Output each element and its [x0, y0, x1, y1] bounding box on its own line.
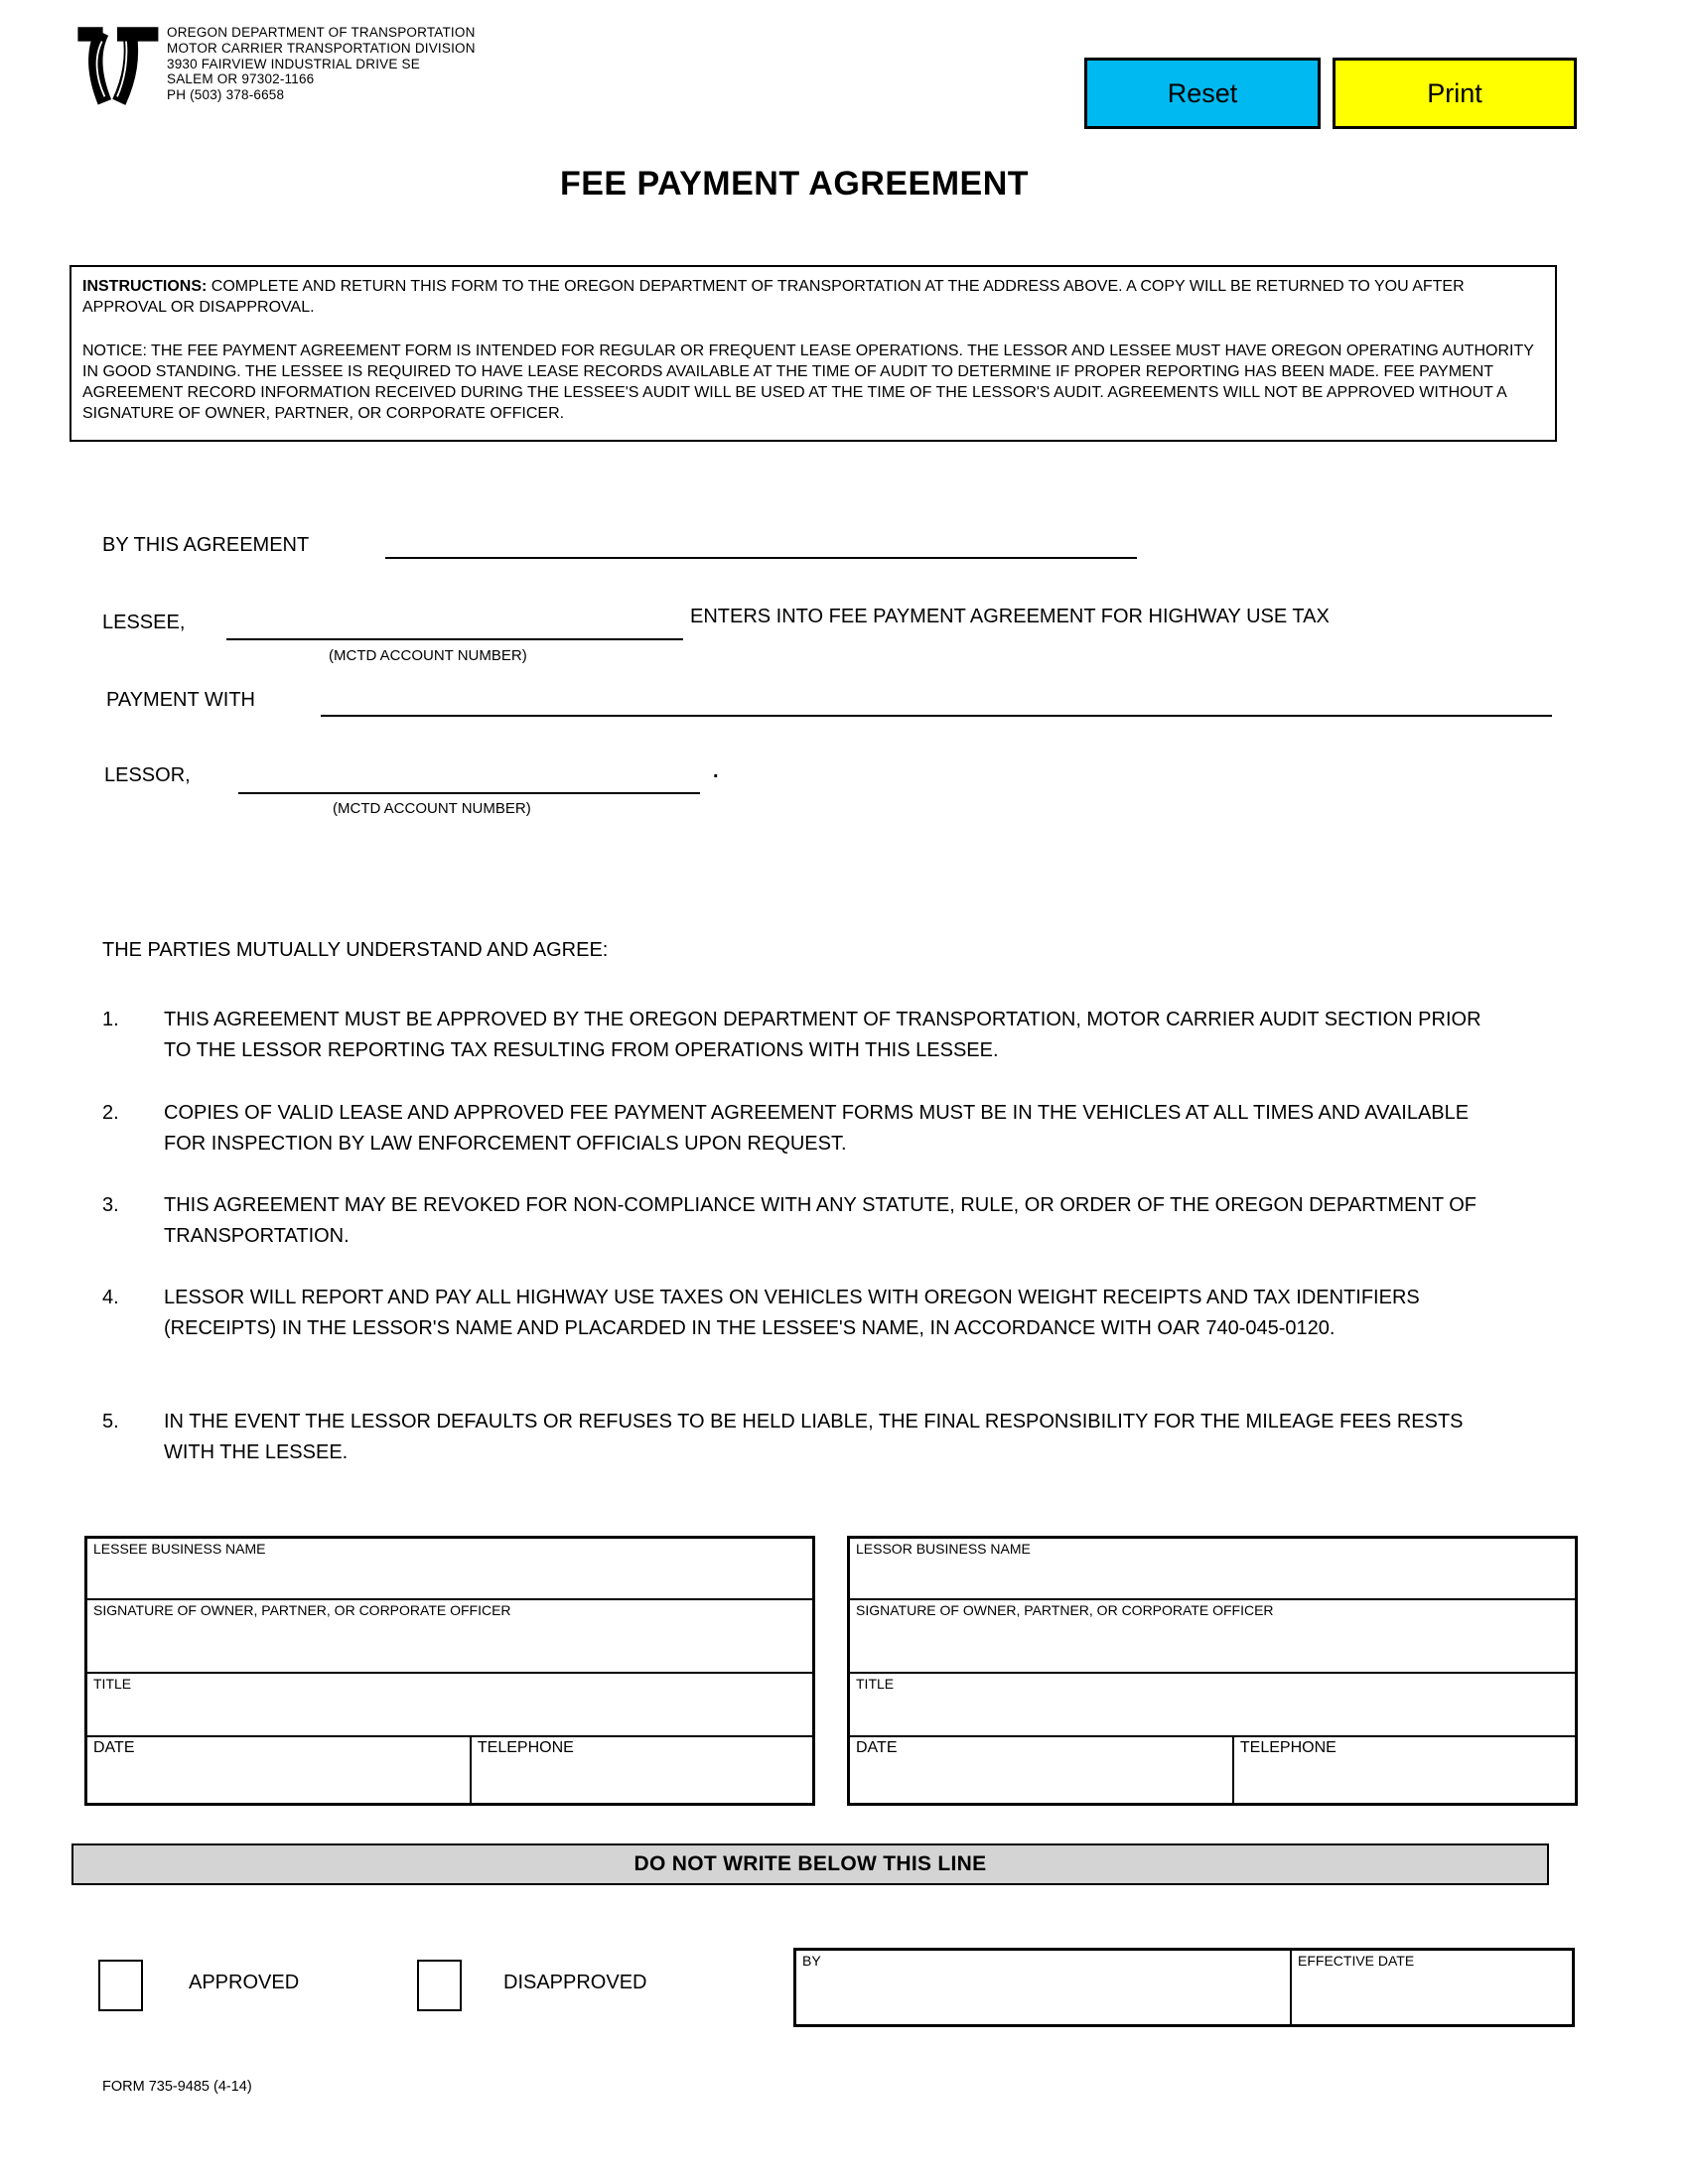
terms-heading: THE PARTIES MUTUALLY UNDERSTAND AND AGREE: — [102, 939, 609, 961]
by-field[interactable] — [796, 1951, 1292, 2024]
agency-line: 3930 FAIRVIEW INDUSTRIAL DRIVE SE — [167, 56, 420, 71]
do-not-write-divider: DO NOT WRITE BELOW THIS LINE — [71, 1843, 1549, 1885]
term-number: 5. — [102, 1411, 119, 1433]
lessor-telephone-field[interactable] — [1234, 1737, 1575, 1803]
notice-paragraph: NOTICE: THE FEE PAYMENT AGREEMENT FORM IS INTENDED FOR REGULAR OR FREQUENT LEASE OPERATIONS. THE LESSOR AND LESSEE MUST HAVE OREGON OPERATING AUTHORITY IN GOOD STANDING. THE LESSEE IS REQUIRED TO HAVE LEASE RECORDS AVAILABLE AT THE TIME OF AUDIT TO DETERMINE IF PROPER REPORTING HAS BEEN MADE. FEE PAYMENT AGREEMENT RECORD INFORMATION RECEIVED DURING THE LESSEE'S AUDIT WILL BE USED AT THE TIME OF THE LESSOR'S AUDIT. AGREEMENTS WILL NOT BE APPROVED WITHOUT A SIGNATURE OF OWNER, PARTNER, OR CORPORATE OFFICER. — [82, 342, 1534, 422]
lessor-business-name-label: LESSOR BUSINESS NAME — [856, 1541, 1031, 1557]
by-this-agreement-label: BY THIS AGREEMENT — [102, 534, 310, 556]
lessor-telephone-label: TELEPHONE — [1239, 1739, 1336, 1756]
instructions-box — [70, 265, 1557, 442]
form-title: FEE PAYMENT AGREEMENT — [559, 165, 1030, 203]
instructions-paragraph — [82, 276, 1544, 318]
term-text: THIS AGREEMENT MAY BE REVOKED FOR NON-COMPLIANCE WITH ANY STATUTE, RULE, OR ORDER OF THE OREGON DEPARTMENT OF TRANSPORTATION. — [164, 1194, 1477, 1247]
lessor-date-label: DATE — [856, 1739, 898, 1756]
lessor-signature-field[interactable] — [850, 1600, 1575, 1674]
term-number: 4. — [102, 1287, 119, 1308]
effective-date-field[interactable] — [1292, 1951, 1572, 2024]
approved-label: APPROVED — [189, 1972, 300, 1993]
agency-line: MOTOR CARRIER TRANSPORTATION DIVISION — [167, 40, 476, 56]
lessee-signature-field[interactable] — [87, 1600, 812, 1674]
agency-line: PH (503) 378-6658 — [167, 87, 285, 103]
lessee-title-field[interactable] — [87, 1674, 812, 1737]
term-number: 3. — [102, 1194, 119, 1216]
lessee-mctd-field[interactable] — [226, 638, 683, 640]
lessee-signature-box — [84, 1536, 815, 1806]
lessee-date-label: DATE — [93, 1739, 135, 1756]
approved-checkbox[interactable] — [98, 1960, 143, 2011]
lessor-signature-box — [847, 1536, 1578, 1806]
payment-with-field[interactable] — [321, 715, 1552, 717]
lessor-mctd-field[interactable] — [238, 792, 700, 794]
by-label: BY — [802, 1953, 821, 1969]
lessor-date-telephone-row — [850, 1737, 1575, 1803]
approval-box — [793, 1948, 1575, 2027]
form-number: FORM 735-9485 (4-14) — [102, 2079, 252, 2095]
term-number: 1. — [102, 1009, 119, 1030]
lessor-title-field[interactable] — [850, 1674, 1575, 1737]
lessee-label: LESSEE, — [102, 612, 186, 633]
by-this-agreement-field[interactable] — [385, 557, 1137, 559]
lessee-title-label: TITLE — [93, 1676, 132, 1692]
reset-button[interactable]: Reset — [1084, 58, 1321, 129]
term-number: 2. — [102, 1102, 119, 1124]
agency-line: OREGON DEPARTMENT OF TRANSPORTATION — [167, 25, 476, 40]
enters-into-text: ENTERS INTO FEE PAYMENT AGREEMENT FOR HIGHWAY USE TAX — [690, 606, 1330, 627]
lessee-business-name-label: LESSEE BUSINESS NAME — [93, 1541, 266, 1557]
term-item-5 — [102, 1407, 1504, 1468]
term-text: THIS AGREEMENT MUST BE APPROVED BY THE OREGON DEPARTMENT OF TRANSPORTATION, MOTOR CARRIER AUDIT SECTION PRIOR TO THE LESSOR REPORTING TAX RESULTING FROM OPERATIONS WITH THIS LESSEE. — [164, 1009, 1481, 1061]
term-item-3 — [102, 1190, 1504, 1252]
effective-date-label: EFFECTIVE DATE — [1298, 1953, 1415, 1969]
disapproved-label: DISAPPROVED — [503, 1972, 647, 1993]
term-text: LESSOR WILL REPORT AND PAY ALL HIGHWAY USE TAXES ON VEHICLES WITH OREGON WEIGHT RECEIPTS AND TAX IDENTIFIERS (RECEIPTS) IN THE LESSOR'S NAME AND PLACARDED IN THE LESSEE'S NAME, IN ACCORDANCE WITH OAR 740-045-0120. — [164, 1287, 1420, 1339]
lessee-date-field[interactable] — [87, 1737, 472, 1803]
lessor-mctd-note: (MCTD ACCOUNT NUMBER) — [333, 800, 531, 817]
lessee-telephone-label: TELEPHONE — [477, 1739, 574, 1756]
payment-with-label: PAYMENT WITH — [106, 689, 255, 711]
term-item-1 — [102, 1005, 1504, 1066]
term-text: COPIES OF VALID LEASE AND APPROVED FEE PAYMENT AGREEMENT FORMS MUST BE IN THE VEHICLES AT ALL TIMES AND AVAILABLE FOR INSPECTION BY LAW ENFORCEMENT OFFICIALS UPON REQUEST. — [164, 1102, 1470, 1155]
lessee-telephone-field[interactable] — [472, 1737, 812, 1803]
disapproved-checkbox[interactable] — [417, 1960, 462, 2011]
instructions-label: INSTRUCTIONS: — [82, 278, 208, 295]
agency-address-block — [167, 25, 476, 103]
lessor-signature-label: SIGNATURE OF OWNER, PARTNER, OR CORPORATE OFFICER — [856, 1602, 1274, 1618]
lessee-date-telephone-row — [87, 1737, 812, 1803]
term-item-4 — [102, 1283, 1504, 1344]
agency-line: SALEM OR 97302-1166 — [167, 71, 315, 87]
lessor-label: LESSOR, — [104, 764, 191, 786]
print-button[interactable]: Print — [1333, 58, 1577, 129]
lessee-business-name-field[interactable] — [87, 1539, 812, 1600]
lessor-date-field[interactable] — [850, 1737, 1234, 1803]
instructions-text: COMPLETE AND RETURN THIS FORM TO THE OREGON DEPARTMENT OF TRANSPORTATION AT THE ADDRESS ABOVE. A COPY WILL BE RETURNED TO YOU AFTER APPROVAL OR DISAPPROVAL. — [82, 278, 1465, 316]
odot-logo-icon — [71, 20, 163, 109]
lessor-title-label: TITLE — [856, 1676, 895, 1692]
lessee-signature-label: SIGNATURE OF OWNER, PARTNER, OR CORPORATE OFFICER — [93, 1602, 511, 1618]
lessor-period: . — [713, 760, 719, 782]
lessee-mctd-note: (MCTD ACCOUNT NUMBER) — [329, 647, 527, 664]
term-text: IN THE EVENT THE LESSOR DEFAULTS OR REFUSES TO BE HELD LIABLE, THE FINAL RESPONSIBILITY FOR THE MILEAGE FEES RESTS WITH THE LESSEE. — [164, 1411, 1464, 1463]
lessor-business-name-field[interactable] — [850, 1539, 1575, 1600]
term-item-2 — [102, 1098, 1504, 1160]
